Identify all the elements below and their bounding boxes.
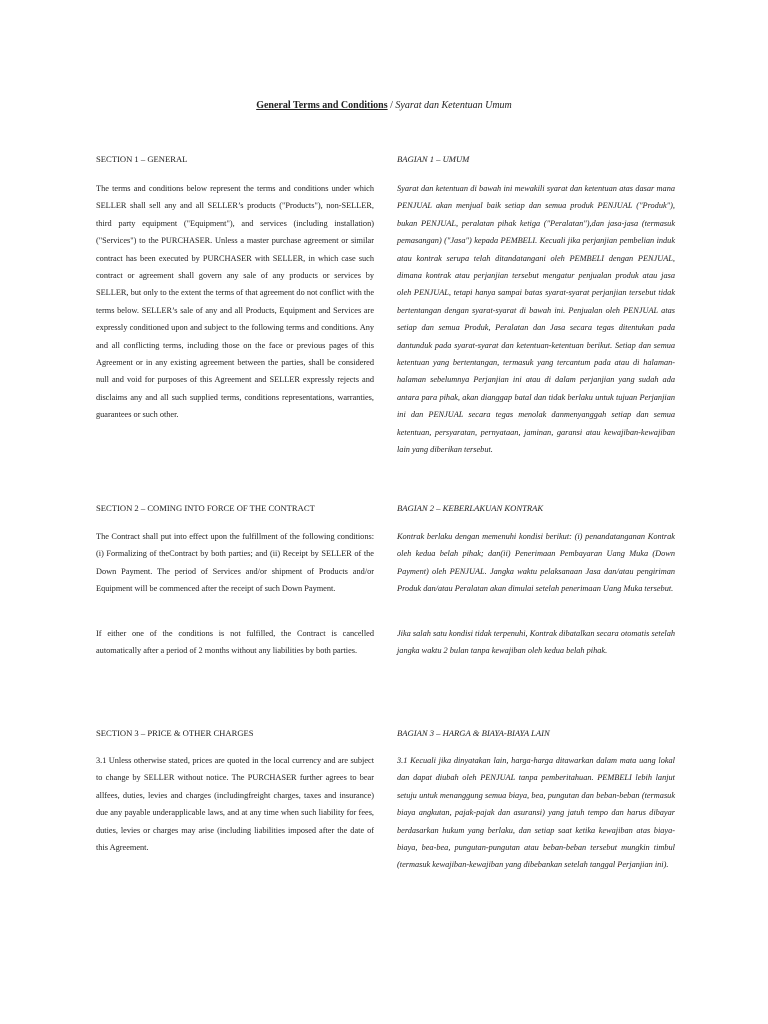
title-separator: / bbox=[387, 100, 396, 111]
section-3-heading-en: SECTION 3 – PRICE & OTHER CHARGES bbox=[96, 728, 254, 738]
title-english: General Terms and Conditions bbox=[256, 100, 388, 111]
section-3-heading-id: BAGIAN 3 – HARGA & BIAYA-BIAYA LAIN bbox=[397, 728, 550, 738]
section-2-heading-id: BAGIAN 2 – KEBERLAKUAN KONTRAK bbox=[397, 503, 544, 513]
section-3-body-en bbox=[96, 752, 374, 856]
section-2-body-en-2 bbox=[96, 625, 374, 660]
section-1-body-id bbox=[397, 180, 675, 459]
section-1-body-en bbox=[96, 180, 374, 424]
section-2-paragraph-en-1: The Contract shall put into effect upon the fulfillment of the following conditions: (i) Formalizing of theContract by both parties; and (ii) Receipt by SELLER of the Down Payment. The period of Services and/or shipment of Products and/or Equipment will be commenced after the receipt of such Down Payment. bbox=[96, 532, 374, 594]
document-title bbox=[0, 100, 768, 111]
section-2-body-id-2 bbox=[397, 625, 675, 660]
section-1-heading-id: BAGIAN 1 – UMUM bbox=[397, 154, 470, 164]
section-2-body-en-1 bbox=[96, 528, 374, 598]
section-1-paragraph-id: Syarat dan ketentuan di bawah ini mewakili syarat dan ketentuan atas dasar mana PENJUAL akan menjual baik setiap dan semua produk PENJUAL ("Produk"), bukan PENJUAL, peralatan pihak ketiga ("Peralatan"),dan jasa-jasa (termasuk pemasangan) ("Jasa") kepada PEMBELI. Kecuali jika perjanjian pembelian induk atau kontrak serupa telah ditandatangani oleh PEMBELI dengan PENJUAL, dimana kontrak atau perjanjian tersebut mengatur penjualan produk atau jasa oleh PENJUAL, tetapi hanya sampai batas syarat-syarat perjanjian tersebut tidak bertentangan dengan syarat-syarat di bawah ini. Penjualan oleh PENJUAL atas setiap dan semua Produk, Peralatan dan Jasa secara tegas ditentukan pada dantunduk pada syarat-syarat dan ketentuan-ketentuan berikut. Setiap dan semua ketentuan yang bertentangan, termasuk yang tercantum pada atau di halaman-halaman sebelumnya Perjanjian ini atau di dalam perjanjian yang sudah ada antara para pihak, akan dianggap batal dan tidak berlaku untuk tujuan Perjanjian ini dan PENJUAL secara tegas menolak danmenyanggah setiap dan semua ketentuan, persyaratan, pernyataan, jaminan, garansi atau kewajiban-kewajiban lain yang diberikan tersebut. bbox=[397, 184, 675, 455]
section-1-paragraph-en: The terms and conditions below represent the terms and conditions under which SELLER shall sell any and all SELLER’s products ("Products"), non-SELLER, third party equipment ("Equipment"), and services (including installation) ("Services") to the PURCHASER. Unless a master purchase agreement or similar contract has been executed by PURCHASER with SELLER, in which case such contract or agreement shall govern any sale of any products or services by SELLER, but only to the extent the terms of that agreement do not conflict with the terms below. SELLER’s sale of any and all Products, Equipment and Services are expressly conditioned upon and subject to the following terms and conditions. Any and all conflicting terms, including those on the face or previous pages of this Agreement or in any existing agreement between the parties, shall be considered null and void for purposes of this Agreement and SELLER expressly rejects and disclaims any and all such supplied terms, conditions representations, warranties, guarantees or such other. bbox=[96, 184, 374, 420]
section-2-paragraph-id-1: Kontrak berlaku dengan memenuhi kondisi berikut: (i) penandatanganan Kontrak oleh kedua belah pihak; dan(ii) Penerimaan Pembayaran Uang Muka (Down Payment) oleh PENJUAL. Jangka waktu pelaksanaan Jasa dan/atau pengiriman Produk dan/atau Peralatan akan dimulai setelah penerimaan Uang Muka tersebut. bbox=[397, 532, 675, 594]
section-3-paragraph-en: 3.1 Unless otherwise stated, prices are quoted in the local currency and are subject to change by SELLER without notice. The PURCHASER further agrees to bear allfees, duties, levies and charges (includingfreight charges, taxes and insurance) due any payable underapplicable laws, and at any time when such liability for fees, duties, levies or charges may arise (including liabilities imposed after the date of this Agreement. bbox=[96, 756, 374, 853]
section-2-paragraph-en-2: If either one of the conditions is not fulfilled, the Contract is cancelled automatically after a period of 2 months without any liabilities by both parties. bbox=[96, 629, 374, 656]
section-2-paragraph-id-2: Jika salah satu kondisi tidak terpenuhi, Kontrak dibatalkan secara otomatis setelah jangka waktu 2 bulan tanpa kewajiban oleh kedua belah pihak. bbox=[397, 629, 675, 656]
section-2-body-id-1 bbox=[397, 528, 675, 598]
section-3-paragraph-id: 3.1 Kecuali jika dinyatakan lain, harga-harga ditawarkan dalam mata uang lokal dan dapat diubah oleh PENJUAL tanpa pemberitahuan. PEMBELI lebih lanjut setuju untuk menanggung semua biaya, bea, pungutan dan beban-beban (termasuk biaya angkutan, pajak-pajak dan asuransi) yang jatuh tempo dan harus dibayar berdasarkan hukum yang berlaku, dan setiap saat ketika kewajiban atas biaya-biaya, bea-bea, pungutan-pungutan atau beban-beban tersebut mungkin timbul (termasuk kewajiban-kewajiban yang dibebankan setelah tanggal Perjanjian ini). bbox=[397, 756, 675, 870]
section-1-heading-en: SECTION 1 – GENERAL bbox=[96, 154, 188, 164]
section-2-heading-en: SECTION 2 – COMING INTO FORCE OF THE CONTRACT bbox=[96, 503, 315, 513]
section-3-body-id bbox=[397, 752, 675, 874]
title-indonesian: Syarat dan Ketentuan Umum bbox=[395, 100, 512, 111]
